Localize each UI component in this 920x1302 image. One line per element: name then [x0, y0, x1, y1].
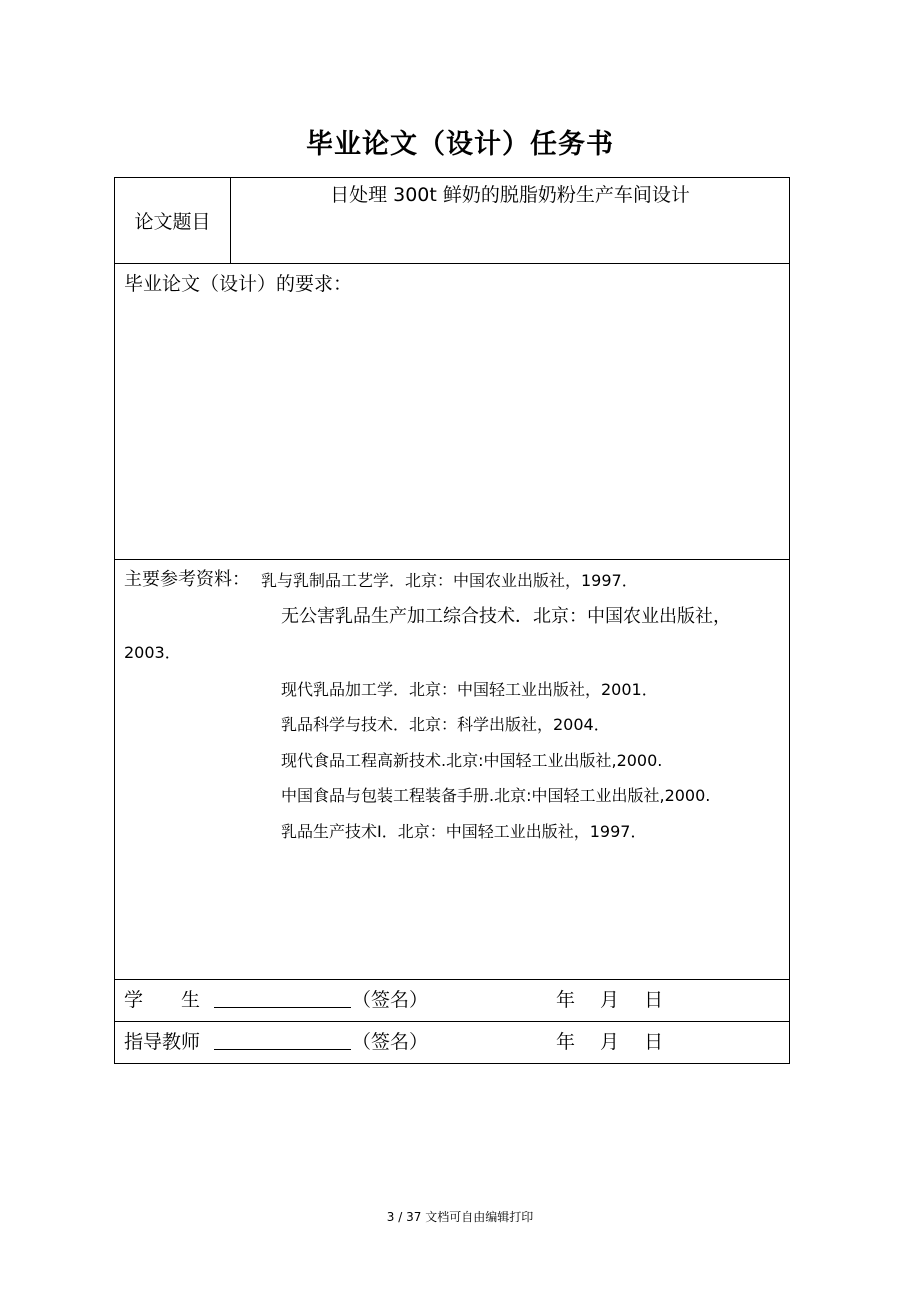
requirements-row: [115, 264, 789, 560]
reference-item: 现代乳品加工学．北京：中国轻工业出版社，2001．: [281, 680, 658, 699]
student-signature-note: （签名）: [352, 989, 429, 1011]
advisor-label: 指导教师: [124, 1031, 201, 1053]
topic-row: [115, 178, 789, 264]
advisor-signature-note: （签名）: [352, 1031, 429, 1053]
page-footer: 3 / 37 文档可自由编辑打印: [386, 1210, 534, 1224]
requirements-label: 毕业论文（设计）的要求：: [124, 273, 353, 295]
page-title: 毕业论文（设计）任务书: [306, 129, 614, 160]
reference-item: 乳品科学与技术．北京：科学出版社，2004．: [281, 715, 610, 734]
references-row: [115, 560, 789, 980]
topic-label: 论文题目: [115, 178, 231, 263]
reference-item: 无公害乳品生产加工综合技术．北京：中国农业出版社，: [281, 606, 731, 627]
reference-item: 乳品生产技术Ⅰ．北京：中国轻工业出版社，1997．: [281, 822, 647, 841]
reference-item: 乳与乳制品工艺学．北京：中国农业出版社，1997．: [261, 571, 638, 590]
task-table: [114, 177, 790, 1064]
advisor-signature-line[interactable]: [214, 1049, 351, 1050]
student-signature-line[interactable]: [214, 1007, 351, 1008]
reference-item: 2003．: [124, 643, 181, 662]
student-signature-row: [115, 980, 789, 1022]
student-label: 学 生: [124, 989, 201, 1011]
student-date-label: 年 月 日: [556, 989, 664, 1011]
topic-value: 日处理 300t 鲜奶的脱脂奶粉生产车间设计: [330, 184, 690, 206]
reference-item: 现代食品工程高新技术.北京:中国轻工业出版社,2000.: [281, 751, 663, 770]
reference-item: 中国食品与包装工程装备手册.北京:中国轻工业出版社,2000.: [281, 786, 711, 805]
advisor-date-label: 年 月 日: [556, 1031, 664, 1053]
advisor-signature-row: [115, 1022, 789, 1064]
references-label: 主要参考资料：: [124, 569, 250, 590]
